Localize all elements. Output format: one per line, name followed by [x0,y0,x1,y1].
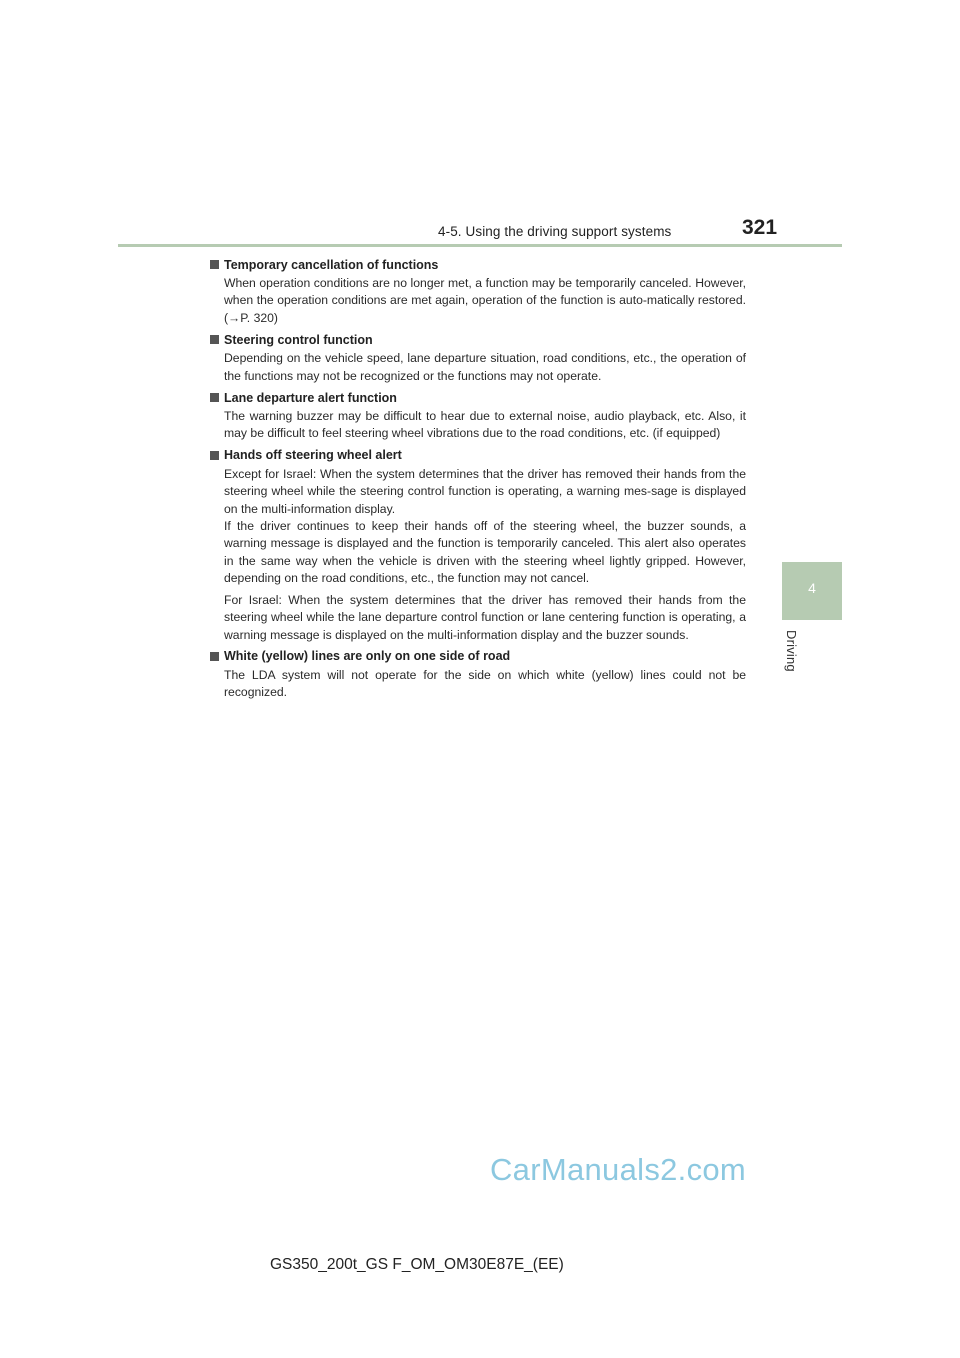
section-paragraph: The LDA system will not operate for the side on which white (yellow) lines could not be recognized. [224,667,746,700]
page-header [0,200,960,248]
chapter-side-label-text: Driving [784,630,799,672]
section-heading [210,256,746,273]
section-steering-control [210,331,746,385]
section-paragraph: Depending on the vehicle speed, lane departure situation, road conditions, etc., the operation of the functions may not be recognized or the functions may not operate. [224,351,746,383]
section-heading-text: Lane departure alert function [224,390,397,405]
chapter-side-label [782,630,802,690]
square-bullet-icon [210,652,219,661]
header-divider [118,244,842,247]
section-heading-text: Hands off steering wheel alert [224,448,402,463]
section-paragraph: For Israel: When the system determines that the driver has removed their hands from the steering wheel while the lane departure control function or lane centering function is operating, a warning message is displayed on the multi-information display and the buzzer sounds. [224,592,746,642]
chapter-tab[interactable] [782,562,842,620]
section-hands-off-alert [210,447,746,644]
chapter-tab-number: 4 [808,580,816,596]
watermark-logo[interactable]: CarManuals2.com [490,1152,747,1187]
section-paragraph: If the driver continues to keep their hands off of the steering wheel, the buzzer sounds, a warning message is displayed and the function is temporarily canceled. This alert also operates in the same way when the vehicle is driven with the steering wheel lightly gripped. However, depending on the road conditions, etc., the function may not cancel. [224,519,746,586]
section-heading [210,389,746,406]
section-heading-text: Steering control function [224,332,373,347]
section-heading [210,331,746,348]
section-paragraph: When operation conditions are no longer met, a function may be temporarily canceled. However, when the operation conditions are met again, operation of the function is auto-matically restored. (→P. 320) [224,276,746,325]
section-white-yellow-lines [210,648,746,702]
section-paragraph: Except for Israel: When the system determines that the driver has removed their hands from the steering wheel while the steering control function is operating, a warning mes-sage is displayed on the multi-information display. [224,466,746,516]
page-number: 321 [742,216,778,239]
square-bullet-icon [210,451,219,460]
section-heading [210,648,746,665]
square-bullet-icon [210,335,219,344]
section-temporary-cancellation [210,256,746,327]
section-heading-text: Temporary cancellation of functions [224,257,439,272]
section-paragraph: The warning buzzer may be difficult to hear due to external noise, audio playback, etc. Also, it may be difficult to feel steering wheel vibrations due to the road conditions, etc. (if equipped) [224,409,746,441]
section-heading [210,447,746,464]
section-lane-departure-alert [210,389,746,443]
page-content [210,256,746,706]
square-bullet-icon [210,260,219,269]
document-code-footer: GS350_200t_GS F_OM_OM30E87E_(EE) [270,1256,564,1273]
section-heading-text: White (yellow) lines are only on one side of road [224,649,511,664]
chapter-title: 4-5. Using the driving support systems [438,224,672,239]
square-bullet-icon [210,393,219,402]
